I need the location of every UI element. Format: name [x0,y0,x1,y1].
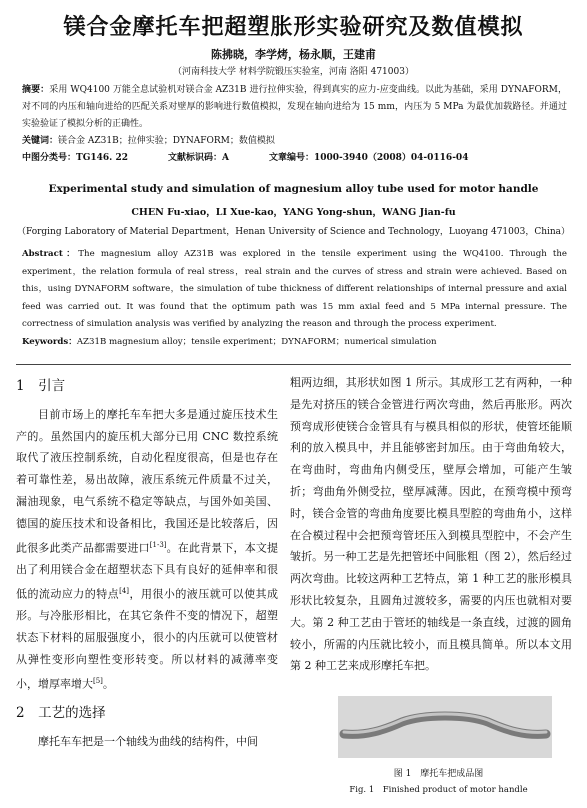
clc-value: TG146. 22 [76,153,128,163]
section-1-paragraph [16,404,278,695]
section-divider [16,364,571,365]
section-1-heading: 1 引言 [16,378,66,394]
clc-label: 中图分类号： [22,153,77,163]
citation: [5] [93,676,103,685]
abstract-label: 摘要： [22,85,50,95]
keywords-text: 镁合金 AZ31B；拉伸实验；DYNAFORM；数值模拟 [58,136,275,146]
english-keywords [22,334,567,352]
affiliation: （河南科技大学 材料学院锻压实验室，河南 洛阳 471003） [173,67,414,77]
left-column [16,372,278,753]
article-number-label: 文章编号： [268,153,314,163]
english-abstract-text: The magnesium alloy AZ31B was explored in the tensile experiment using the WQ4100. Through the experiment，the relation formula of real stress，real strain and the curves of stress and strain were achieved. Based on this，using DYNAFORM software，the simulation of tube thickness of different relationships of internal pressure and axial feed was carried out. It was found that the optimum path was 15 mm axial feed and 5 MPa internal pressure. The correctness of simulation analysis was verified by analyzing the reason and through the process experiment. [22,249,567,329]
doc-code-value: A [222,153,229,163]
english-keywords-label: Keywords： [22,336,77,347]
doc-code-label: 文献标识码： [167,153,222,163]
english-keywords-text: AZ31B magnesium alloy；tensile experiment；DYNAFORM；numerical simulation [76,336,437,347]
figure-caption-cn: 图 1 摩托车把成品图 [393,769,484,779]
chinese-keywords [22,133,567,150]
classification-line [22,150,567,167]
citation: [4] [119,586,130,595]
paragraph-text: ，用很小的液压就可以使其成形。与冷胀形相比，在其它条件不变的情况下，超塑状态下材料的屈服强度小，很小的内压就可以使管材从弹性变形向塑性变形转变。所以材料的减薄率变小，增厚率增大 [16,587,279,691]
english-abstract [22,246,567,334]
english-abstract-block [22,246,567,351]
keywords-label: 关键词： [22,136,59,146]
chinese-abstract [22,82,567,133]
paragraph-text: 。在此背景下，本文提出了利用镁合金在超塑状态下具有良好的延伸率和很低的流动应力的特点 [16,541,278,601]
section-2-paragraph: 摩托车车把是一个轴线为曲线的结构件，中间 [38,734,258,748]
paragraph-text: 目前市场上的摩托车车把大多是通过旋压技术生产的。虽然国内的旋压机大部分已用 CNC 数控系统取代了液压控制系统，自动化程度很高，但是也存在着可靠性差，易出故障，液压系统元件质量不过关，漏油现象，电气系统不稳定等缺点，与国外如美国、德国的旋压技术和设备相比，我国还是比较落后，因此很多此类产品都需要进口 [16,407,278,555]
abstract-text: 采用 WQ4100 万能全息试验机对镁合金 AZ31B 进行拉伸实验，得到真实的应力-应变曲线。以此为基础，采用 DYNAFORM，对不同的内压和轴向进给的匹配关系对壁厚的影响进行数值模拟，发现在轴向进给为 15 mm，内压为 5 MPa 为最优加载路径。并通过实验验证了模拟分析的正确性。 [22,85,567,129]
right-column [290,372,572,677]
author-list: 陈拂晓，李学烤，杨永顺，王建甫 [211,48,376,61]
english-affiliation: （Forging Laboratory of Material Department，Henan University of Science and Technology，Luoyang 471003，China） [16,227,571,237]
citation: [1-3] [149,540,167,549]
english-authors: CHEN Fu-xiao，LI Xue-kao，YANG Yong-shun，WANG Jian-fu [131,207,456,218]
paragraph-text: 。 [102,677,114,691]
paper-title: 镁合金摩托车把超塑胀形实验研究及数值模拟 [63,14,524,40]
section-2-heading: 2 工艺的选择 [16,705,106,722]
figure-1-image [338,696,552,758]
english-title: Experimental study and simulation of magnesium alloy tube used for motor handle [48,183,539,195]
chinese-abstract-block [22,82,567,167]
article-number-value: 1000-3940（2008）04-0116-04 [314,153,469,163]
motor-handle-image [338,696,552,758]
right-column-paragraph: 粗两边细，其形状如图 1 所示。其成形工艺有两种，一种是先对挤压的镁合金管进行两次弯曲，然后再胀形。两次预弯成形使镁合金管具有与模具相似的形状，使管坯能顺利的放入模具中，并且能够密封加压。由于弯曲角较大，在弯曲时，弯曲角内侧受压，壁厚会增加，可能产生皱折；弯曲角外侧受拉，壁厚减薄。因此，在预弯模中预弯时，镁合金管的弯曲角度要比模具型腔的弯曲角小，这样在合模过程中会把预弯管坯压入到模具型腔中，不会产生皱折。另一种工艺是先把管坯中间胀粗（图 2），然后经过两次弯曲。比较这两种工艺特点，第 1 种工艺的胀形模具形状比较复杂，且圆角过渡较多，需要的内压也就相对要大。第 2 种工艺由于管坯的轴线是一条直线，过渡的圆角较小，所需的内压就比较小，而且模具简单。所以本文用第 2 种工艺来成形摩托车把。 [290,376,572,673]
english-abstract-label: Abstract： [22,249,79,259]
figure-caption-en: Fig. 1 Finished product of motor handle [349,785,528,795]
